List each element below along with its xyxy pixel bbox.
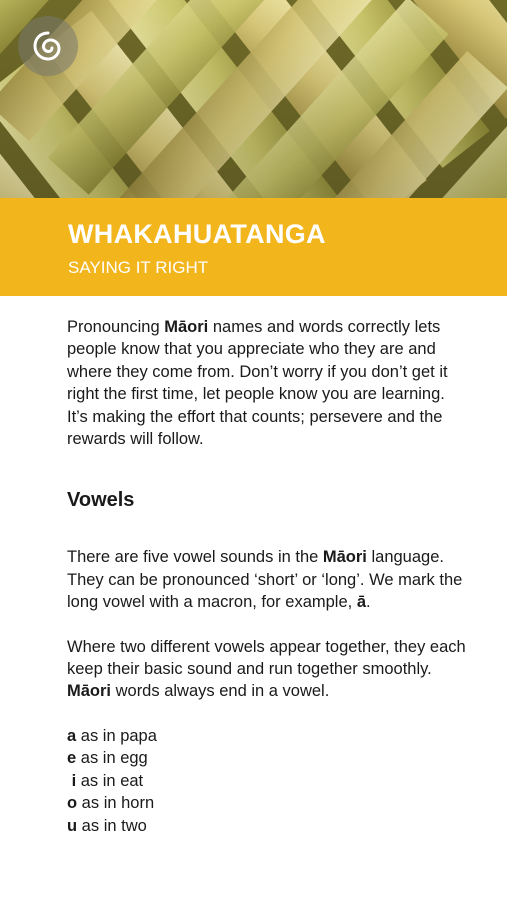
vowels-paragraph-1 bbox=[67, 546, 467, 613]
page-title: WHAKAHUATANGA bbox=[68, 219, 326, 249]
section-heading-vowels: Vowels bbox=[67, 489, 135, 512]
macron-example: ā bbox=[356, 593, 366, 612]
vowels-text: . bbox=[366, 593, 371, 612]
vowels-text: There are five vowel sounds in the bbox=[67, 548, 323, 567]
spiral-koru-icon bbox=[31, 29, 65, 63]
vowel-letter: e bbox=[67, 749, 77, 768]
intro-paragraph bbox=[67, 316, 467, 450]
vowel-example: as in egg bbox=[76, 749, 148, 768]
vowel-example: as in eat bbox=[76, 771, 144, 790]
content-body bbox=[0, 296, 507, 837]
intro-text: names and words correctly lets people know that you appreciate who they are and where they come from. Don’t worry if you don’t get it right the first time, let people know you are learning. It’s making the effort that counts; persevere and the rewards will follow. bbox=[67, 318, 448, 449]
list-item bbox=[67, 747, 467, 769]
vowel-list bbox=[67, 725, 467, 837]
vowel-letter: i bbox=[67, 771, 77, 790]
list-item bbox=[67, 725, 467, 747]
logo-button[interactable] bbox=[18, 16, 78, 76]
page-subtitle: SAYING IT RIGHT bbox=[68, 258, 209, 277]
vowels-text: language. They can be pronounced ‘short’ or ‘long’. We mark the long vowel with a macron, for example, bbox=[67, 548, 463, 612]
title-banner bbox=[0, 198, 507, 296]
vowel-example: as in papa bbox=[76, 726, 157, 745]
maori-term: Māori bbox=[164, 318, 209, 336]
vowel-letter: o bbox=[67, 794, 78, 813]
list-item bbox=[67, 770, 467, 792]
maori-term: Māori bbox=[67, 682, 112, 701]
intro-text: Pronouncing bbox=[67, 318, 165, 336]
list-item bbox=[67, 815, 467, 837]
vowels-paragraph-2 bbox=[67, 636, 467, 703]
vowel-letter: a bbox=[67, 726, 77, 745]
woven-flax-image bbox=[0, 0, 507, 198]
vowel-letter: u bbox=[67, 816, 78, 835]
maori-term: Māori bbox=[322, 548, 367, 567]
vowel-example: as in two bbox=[77, 816, 147, 835]
hero-image bbox=[0, 0, 507, 198]
list-item bbox=[67, 792, 467, 814]
vowels-text: words always end in a vowel. bbox=[111, 682, 330, 701]
vowel-example: as in horn bbox=[77, 794, 155, 813]
vowels-text: Where two different vowels appear together, they each keep their basic sound and run together smoothly. bbox=[67, 637, 466, 679]
